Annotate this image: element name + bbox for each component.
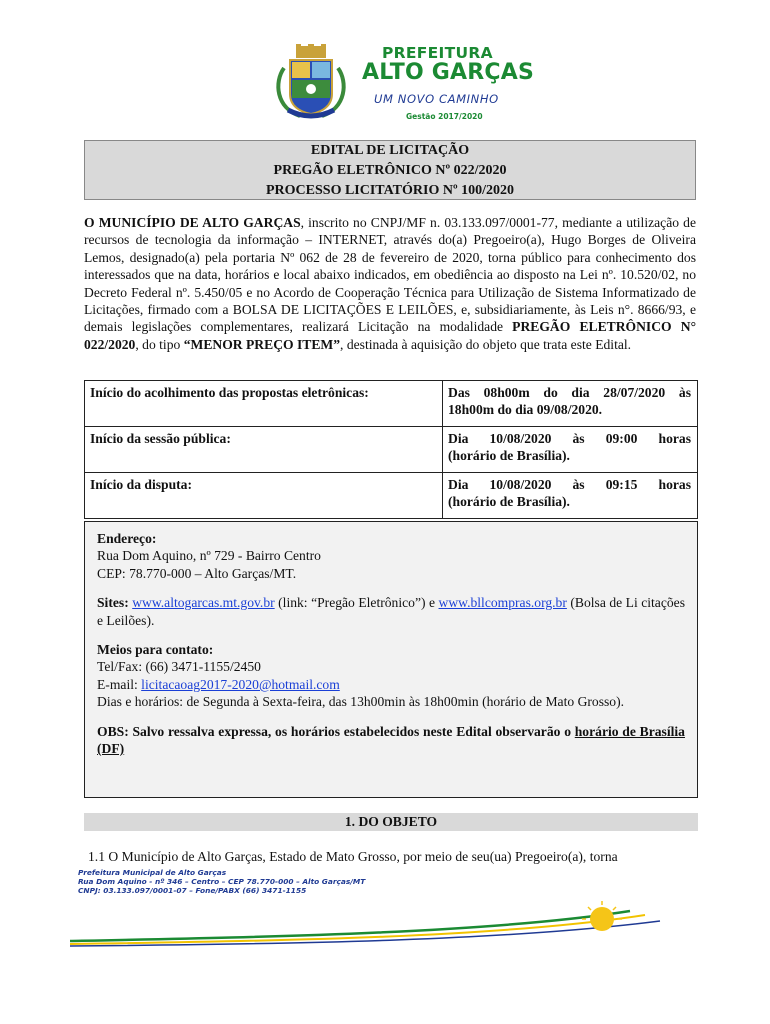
brand-city-name: ALTO GARÇAS: [362, 60, 535, 85]
contact-phone: Tel/Fax: (66) 3471-1155/2450: [97, 659, 261, 675]
intro-text-1: , inscrito no CNPJ/MF n. 03.133.097/0001-77, mediante a utilização de recursos de tecnologia da informação – INTERNET, através do(a) Pregoeiro(a), Hugo Borges de Oliveira Lemos, designado(a) pela portaria Nº 062 de 28 de fevereiro de 2020, torna público para conhecimento dos interessados que na data, horários e local abaixo indicados, em obediência ao disposto na Lei nº. 10.520/02, no Decreto Federal nº. 5.450/05 e no Acordo de Cooperação Técnica para Utilização de Sistema Informatizado de Licitações, firmado com a BOLSA DE LICITAÇÕES E LEILÕES, e, subsidiariamente, às Leis n°. 8666/93, e demais legislações complementares, realizará Licitação na modalidade: [84, 215, 696, 335]
intro-text-3: , destinada à aquisição do objeto que trata este Edital.: [340, 336, 632, 352]
table-row: [85, 427, 698, 473]
schedule-value-line: (horário de Brasília).: [448, 494, 570, 509]
sites-end-text: (Bolsa de Li citações e Leilões).: [97, 595, 685, 628]
obs-text: OBS: Salvo ressalva expressa, os horários estabelecidos neste Edital observarão o: [97, 723, 575, 739]
schedule-value: [443, 473, 698, 519]
email-link[interactable]: licitacaoag2017-2020@hotmail.com: [141, 676, 340, 692]
footer-sun-swoosh-graphic: [70, 897, 700, 947]
site-link-altogarcas[interactable]: www.altogarcas.mt.gov.br: [132, 595, 275, 611]
table-row: [85, 381, 698, 427]
footer-address: [78, 868, 365, 895]
schedule-value-line: (horário de Brasília).: [448, 448, 570, 463]
obs-brasilia-time: horário de Brasília (DF): [97, 723, 685, 757]
schedule-value: [443, 427, 698, 473]
intro-municipality: O MUNICÍPIO DE ALTO GARÇAS: [84, 215, 301, 230]
title-line-edital: EDITAL DE LICITAÇÃO: [310, 143, 470, 158]
brand-title: PREFEITURA: [382, 44, 493, 62]
brand-term: Gestão 2017/2020: [406, 112, 483, 121]
address-line-1: Rua Dom Aquino, nº 729 - Bairro Centro: [97, 548, 321, 564]
municipal-coat-of-arms-logo: [270, 42, 352, 124]
brand-slogan: UM NOVO CAMINHO: [374, 92, 499, 106]
schedule-value: [443, 381, 698, 427]
table-row: [85, 473, 698, 519]
schedule-value-line: Dia 10/08/2020 às 09:15 horas: [448, 477, 691, 492]
address-box: [84, 521, 698, 798]
address-heading: Endereço:: [97, 531, 157, 546]
document-title-box: [84, 140, 696, 200]
contact-email-line: [97, 676, 685, 693]
section-header-objeto: 1. DO OBJETO: [84, 813, 698, 831]
footer-line-2: Rua Dom Aquino - nº 346 – Centro – CEP 78.770-000 – Alto Garças/MT: [78, 877, 366, 886]
schedule-label: Início da disputa:: [85, 473, 443, 519]
item-1-1-text: 1.1 O Município de Alto Garças, Estado de Mato Grosso, por meio de seu(ua) Pregoeiro(a), torna: [88, 849, 618, 864]
schedule-label: Início da sessão pública:: [85, 427, 443, 473]
schedule-table: [84, 380, 698, 519]
contact-heading: Meios para contato:: [97, 642, 214, 658]
email-label: E-mail:: [97, 676, 142, 692]
site-link-bllcompras[interactable]: www.bllcompras.org.br: [438, 595, 567, 611]
contact-hours: Dias e horários: de Segunda à Sexta-feira, das 13h00min às 18h00min (horário de Mato Grosso).: [97, 694, 625, 710]
obs-note: [97, 723, 685, 758]
sites-mid-text: (link: “Pregão Eletrônico”) e: [274, 595, 439, 611]
intro-paragraph: [84, 214, 696, 353]
schedule-label: Início do acolhimento das propostas eletrônicas:: [85, 381, 443, 427]
intro-type: “MENOR PREÇO ITEM”: [183, 336, 341, 352]
intro-modality: PREGÃO ELETRÔNICO N° 022/2020: [84, 319, 697, 352]
sites-label: Sites:: [97, 595, 129, 611]
intro-text-2: , do tipo: [135, 336, 184, 352]
title-line-processo: PROCESSO LICITATÓRIO Nº 100/2020: [266, 183, 514, 198]
sites-paragraph: [97, 594, 685, 629]
footer-line-3: CNPJ: 03.133.097/0001-07 – Fone/PABX (66) 3471-1155: [78, 886, 307, 895]
address-line-2: CEP: 78.770-000 – Alto Garças/MT.: [97, 565, 297, 581]
footer-line-1: Prefeitura Municipal de Alto Garças: [78, 868, 227, 877]
schedule-value-line: 18h00m do dia 09/08/2020.: [448, 402, 603, 417]
title-line-pregao: PREGÃO ELETRÔNICO Nº 022/2020: [273, 163, 507, 178]
schedule-value-line: Dia 10/08/2020 às 09:00 horas: [448, 431, 691, 446]
schedule-value-line: Das 08h00m do dia 28/07/2020 às: [448, 385, 691, 400]
